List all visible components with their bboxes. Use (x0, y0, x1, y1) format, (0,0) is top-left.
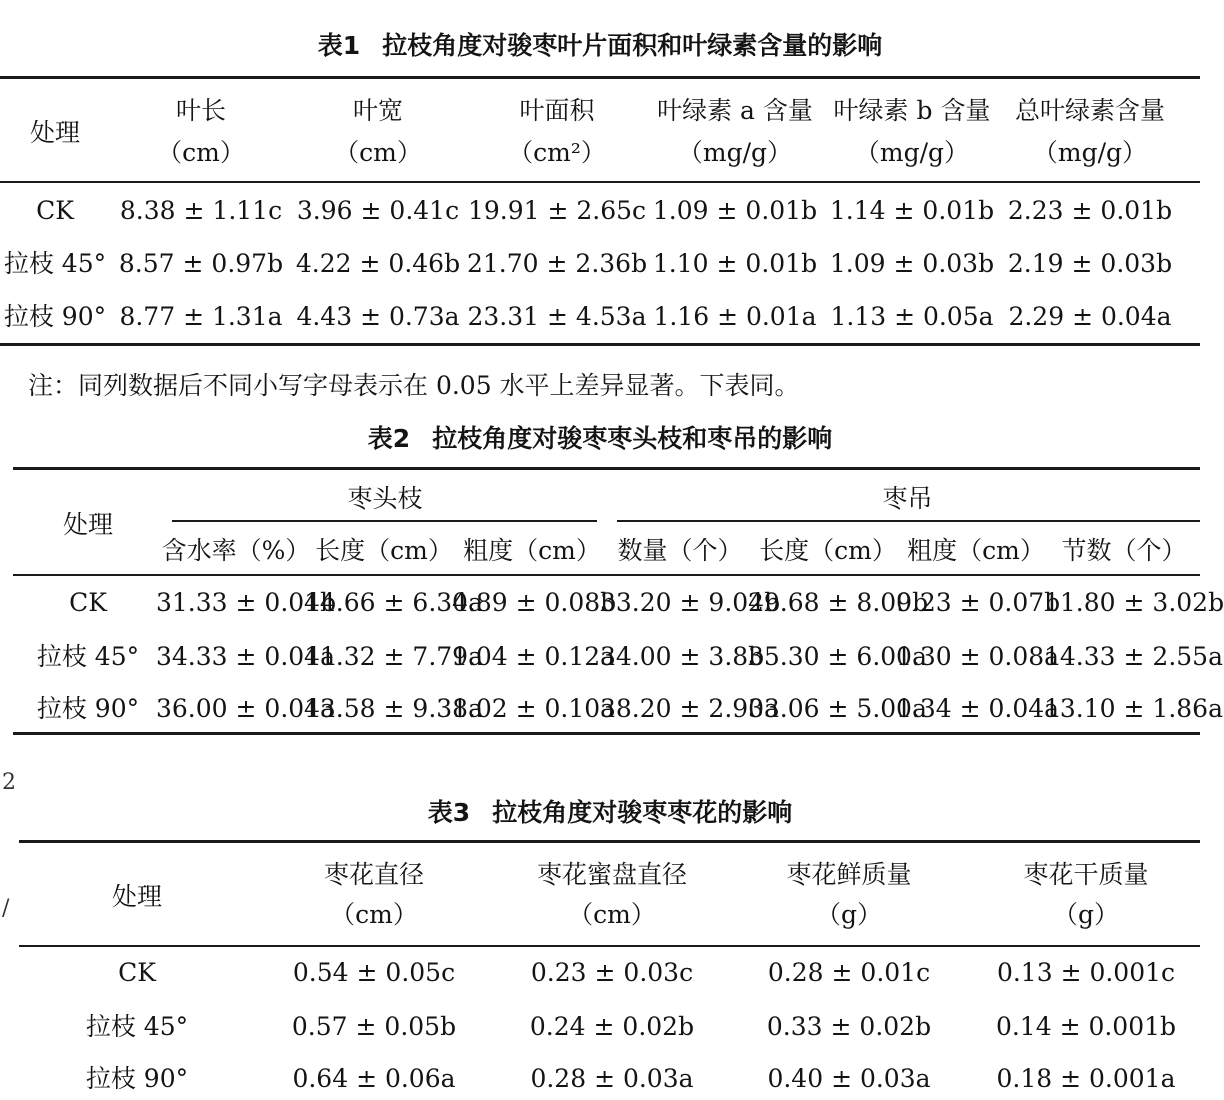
table2-row-label: 拉枝 45° (36, 642, 140, 671)
table1-caption-number: 表1 (317, 31, 361, 60)
table2-row-label: 拉枝 90° (36, 694, 140, 723)
table2-caption (0, 419, 1200, 455)
table2-cell: 33.06 ± 5.01a (748, 694, 927, 723)
table2-top-rule (13, 467, 1200, 470)
table3-cell: 0.54 ± 0.05c (292, 958, 456, 987)
table2-subheader: 粗度（cm） (463, 536, 601, 565)
table2-subheader: 长度（cm） (315, 536, 453, 565)
table2-cell: 34.00 ± 3.8b (600, 642, 765, 671)
table3-header-treatment: 处理 (111, 882, 162, 911)
table2-cell: 38.20 ± 2.90a (600, 694, 779, 723)
table1-header-treatment: 处理 (29, 118, 80, 147)
table1-header-unit: （cm²） (508, 138, 606, 167)
table2-row-label: CK (69, 588, 107, 617)
table2-cell: 0.34 ± 0.04a (896, 694, 1060, 723)
table1-note: 注：同列数据后不同小写字母表示在 0.05 水平上差异显著。下表同。 (28, 371, 800, 400)
table1-header-unit: （cm） (157, 138, 245, 167)
table2-subheader: 节数（个） (1061, 536, 1187, 565)
table3-top-rule (19, 840, 1200, 843)
table1-header-rule (0, 181, 1200, 183)
table2-cell: 35.30 ± 6.01a (748, 642, 927, 671)
table3-header-rule (19, 945, 1200, 947)
table1-caption-title: 拉枝角度对骏枣叶片面积和叶绿素含量的影响 (382, 31, 883, 60)
table1-cell: 8.38 ± 1.11c (119, 196, 283, 225)
table2-caption-number: 表2 (367, 424, 411, 453)
table2-cell: 1.04 ± 0.12a (452, 642, 616, 671)
table1-top-rule (0, 76, 1200, 79)
table2-cell: 0.23 ± 0.07b (896, 588, 1061, 617)
table1-cell: 2.19 ± 0.03b (1007, 249, 1173, 278)
table1-header-name: 叶绿素 b 含量 (833, 96, 991, 125)
table3-cell: 0.64 ± 0.06a (292, 1064, 456, 1093)
table2-cell: 34.33 ± 0.01a (156, 642, 335, 671)
table1-cell: 2.23 ± 0.01b (1007, 196, 1173, 225)
table1-caption (0, 26, 1200, 62)
table3-row-label: 拉枝 90° (85, 1064, 189, 1093)
table2-cell: 41.32 ± 7.79a (304, 642, 483, 671)
table1-row-label: CK (36, 196, 74, 225)
table2-cell: 13.10 ± 1.86a (1044, 694, 1223, 723)
table1-header-unit: （mg/g） (854, 138, 970, 167)
table3-cell: 0.28 ± 0.03a (530, 1064, 694, 1093)
table1-cell: 23.31 ± 4.53a (467, 302, 647, 331)
table1-cell: 1.16 ± 0.01a (653, 302, 817, 331)
table1-cell: 8.57 ± 0.97b (118, 249, 284, 278)
table1-cell: 2.29 ± 0.04a (1008, 302, 1172, 331)
table2-group-bearing-shoot: 枣吊 (882, 484, 933, 513)
table1-cell: 3.96 ± 0.41c (296, 196, 460, 225)
table1-cell: 1.09 ± 0.03b (829, 249, 995, 278)
table1-cell: 4.22 ± 0.46b (295, 249, 461, 278)
table1-header-name: 叶绿素 a 含量 (657, 96, 813, 125)
table2-cell: 0.89 ± 0.08b (452, 588, 617, 617)
table1-header-unit: （mg/g） (677, 138, 793, 167)
table2-group2-rule (617, 520, 1200, 522)
table3-cell: 0.57 ± 0.05b (291, 1012, 457, 1041)
table3-caption-title: 拉枝角度对骏枣枣花的影响 (492, 798, 793, 827)
table1-cell: 1.14 ± 0.01b (829, 196, 995, 225)
table2-group-shoot: 枣头枝 (347, 484, 423, 513)
table2-group1-rule (172, 520, 597, 522)
margin-mark: 2 (2, 770, 16, 795)
table1-cell: 4.43 ± 0.73a (296, 302, 460, 331)
table2-subheader: 含水率（%） (161, 536, 311, 565)
table1-cell: 1.13 ± 0.05a (830, 302, 994, 331)
table2-cell: 29.68 ± 8.09b (748, 588, 929, 617)
table3-caption (0, 793, 1220, 829)
table1-cell: 8.77 ± 1.31a (119, 302, 283, 331)
table3-cell: 0.33 ± 0.02b (766, 1012, 932, 1041)
table3-cell: 0.40 ± 0.03a (767, 1064, 931, 1093)
table1-header-unit: （cm） (334, 138, 422, 167)
table3-header-name: 枣花直径 (323, 860, 424, 889)
table2-cell: 44.66 ± 6.34a (304, 588, 483, 617)
table1-header-unit: （mg/g） (1032, 138, 1148, 167)
table3-header-unit: （cm） (330, 900, 418, 929)
table3-row-label: CK (118, 958, 156, 987)
table2-subheader: 数量（个） (617, 536, 743, 565)
table1-cell: 1.10 ± 0.01b (652, 249, 818, 278)
table2-cell: 31.33 ± 0.01b (156, 588, 337, 617)
table3-caption-number: 表3 (427, 798, 471, 827)
table1-row-label: 拉枝 45° (3, 249, 107, 278)
table3-header-name: 枣花鲜质量 (786, 860, 912, 889)
table1-header-name: 叶宽 (352, 96, 403, 125)
table1-header-name: 叶长 (175, 96, 226, 125)
table2-cell: 0.30 ± 0.08a (896, 642, 1060, 671)
table3-row-label: 拉枝 45° (85, 1012, 189, 1041)
margin-mark: / (2, 896, 10, 921)
table3-cell: 0.14 ± 0.001b (995, 1012, 1177, 1041)
table1-cell: 21.70 ± 2.36b (467, 249, 648, 278)
table2-cell: 14.33 ± 2.55a (1044, 642, 1223, 671)
table3-header-name: 枣花蜜盘直径 (536, 860, 687, 889)
table2-cell: 43.58 ± 9.38a (304, 694, 483, 723)
table3-cell: 0.24 ± 0.02b (529, 1012, 695, 1041)
table3-cell: 0.18 ± 0.001a (996, 1064, 1176, 1093)
table2-bottom-rule (13, 732, 1200, 735)
table3-cell: 0.23 ± 0.03c (530, 958, 694, 987)
table2-header-rule (13, 574, 1200, 576)
table3-header-unit: （g） (815, 900, 882, 929)
table2-subheader: 粗度（cm） (907, 536, 1045, 565)
table1-cell: 19.91 ± 2.65c (467, 196, 647, 225)
table2-row-header: 处理 (62, 510, 113, 539)
table2-caption-title: 拉枝角度对骏枣枣头枝和枣吊的影响 (432, 424, 833, 453)
table1-cell: 1.09 ± 0.01b (652, 196, 818, 225)
table3-cell: 0.28 ± 0.01c (767, 958, 931, 987)
table1-bottom-rule (0, 343, 1200, 346)
table2-cell: 11.80 ± 3.02b (1044, 588, 1224, 617)
table2-cell: 36.00 ± 0.01a (156, 694, 335, 723)
table3-header-unit: （g） (1052, 900, 1119, 929)
table2-cell: 33.20 ± 9.04b (600, 588, 781, 617)
table1-header-name: 叶面积 (519, 96, 595, 125)
table1-row-label: 拉枝 90° (3, 302, 107, 331)
table1-header-name: 总叶绿素含量 (1014, 96, 1165, 125)
table3-header-name: 枣花干质量 (1023, 860, 1149, 889)
table2-cell: 1.02 ± 0.10a (452, 694, 616, 723)
table3-cell: 0.13 ± 0.001c (996, 958, 1176, 987)
table3-header-unit: （cm） (568, 900, 656, 929)
table2-subheader: 长度（cm） (759, 536, 897, 565)
